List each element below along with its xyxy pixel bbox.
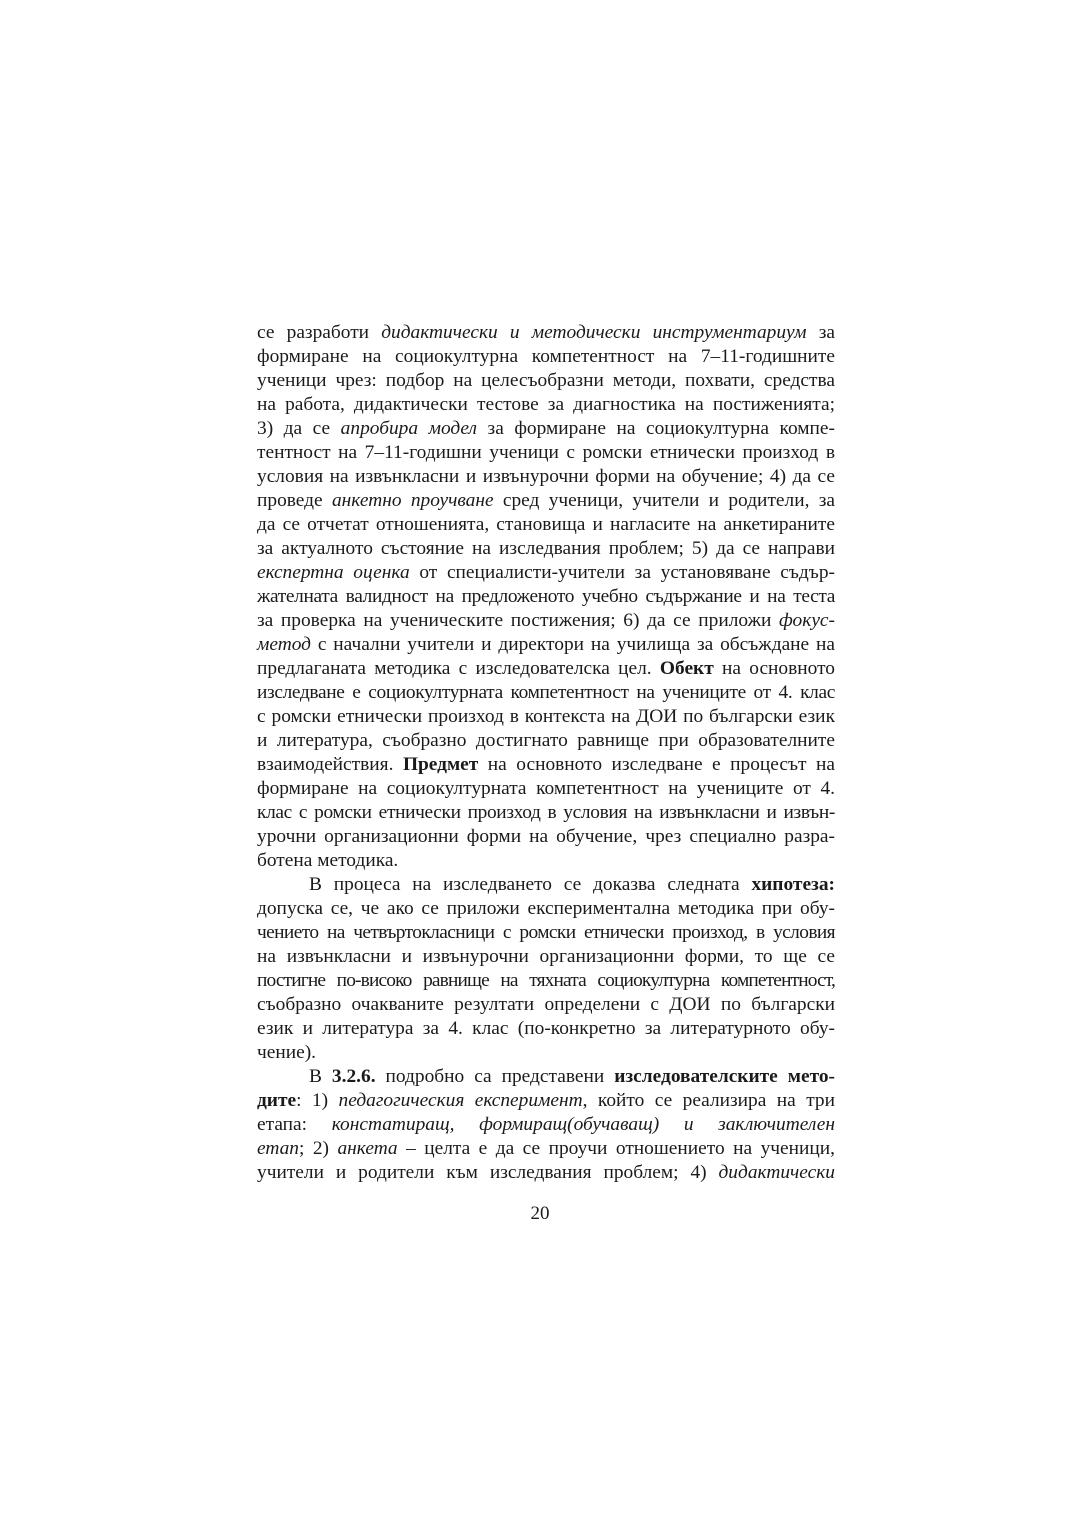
text-line <box>257 1041 835 1065</box>
text-line <box>257 801 835 825</box>
text-line <box>257 489 835 513</box>
text-run: на основното изследване е процесът на <box>478 754 835 775</box>
bold-term: Обект <box>659 658 714 679</box>
text-run: – целта е да се проучи отношението на ученици, <box>397 1138 835 1159</box>
text-run: с начални учители и директори на училища за обсъждане на <box>310 634 835 655</box>
text-run: за <box>806 322 835 343</box>
text-run: изследване е социокултурната компетентност на учениците от 4. клас <box>257 682 835 703</box>
text-line <box>257 681 835 705</box>
text-line <box>257 537 835 561</box>
text-run: съобразно очакваните резултати определени с ДОИ по български <box>257 994 835 1015</box>
italic-term: педагогическия експеримент <box>338 1090 583 1111</box>
text-line <box>257 633 835 657</box>
text-run: проведе <box>257 490 332 511</box>
bold-term: 3.2.6. <box>331 1066 376 1087</box>
italic-term: етап <box>257 1138 299 1159</box>
text-run: 3) да се <box>257 418 341 439</box>
text-run: урочни организационни форми на обучение, чрез специално разра- <box>257 826 835 847</box>
text-run: на извънкласни и извънурочни организационни форми, то ще се <box>257 946 835 967</box>
text-line <box>257 921 835 945</box>
text-line <box>257 897 835 921</box>
text-line <box>257 705 835 729</box>
text-run: ученици чрез: подбор на целесъобразни методи, похвати, средства <box>257 370 835 391</box>
text-line <box>257 993 835 1017</box>
bold-term: изследователските мето- <box>614 1066 835 1087</box>
text-run: учители и родители към изследвания проблем; 4) <box>257 1162 719 1183</box>
text-line <box>257 753 835 777</box>
text-line <box>257 1161 835 1185</box>
text-line <box>257 777 835 801</box>
text-line <box>257 849 835 873</box>
text-run: взаимодействия. <box>257 754 403 775</box>
text-run: В <box>309 1066 332 1087</box>
text-line <box>257 1065 835 1089</box>
bold-term: хипотеза: <box>751 874 835 895</box>
text-run: с ромски етнически произход в контекста на ДОИ по български език <box>257 706 835 727</box>
text-run: за актуалното състояние на изследвания проблем; 5) да се направи <box>257 538 835 559</box>
text-line <box>257 657 835 681</box>
italic-term: дидактически и методически инструментариум <box>381 322 807 343</box>
text-line <box>257 873 835 897</box>
text-line <box>257 417 835 441</box>
page-number: 20 <box>530 1203 550 1224</box>
text-run: за проверка на ученическите постижения; 6) да се приложи <box>257 610 780 631</box>
text-run: от специалисти-учители за установяване съдър- <box>409 562 835 583</box>
text-run: В процеса на изследването се доказва следната <box>309 874 752 895</box>
text-run: подробно са представени <box>375 1066 615 1087</box>
text-run: на основното <box>713 658 836 679</box>
text-line <box>257 345 835 369</box>
italic-term: метод <box>257 634 311 655</box>
body-text <box>257 321 835 1185</box>
text-run: за формиране на социокултурна компе- <box>477 418 835 439</box>
text-run: чението на четвъртокласници с ромски етнически произход, в условия <box>257 922 835 943</box>
text-line <box>257 585 835 609</box>
bold-term: Предмет <box>402 754 479 775</box>
bold-term: дите <box>257 1090 297 1111</box>
text-run: тентност на 7–11-годишни ученици с ромски етнически произход в <box>257 442 835 463</box>
text-run: ; 2) <box>298 1138 338 1159</box>
text-line <box>257 441 835 465</box>
text-run: и литература, съобразно достигнато равнище при образователните <box>257 730 835 751</box>
text-line <box>257 825 835 849</box>
text-run: сред ученици, учители и родители, за <box>493 490 835 511</box>
italic-term: анкета <box>337 1138 398 1159</box>
text-run: допуска се, че ако се приложи експериментална методика при обу- <box>257 898 835 919</box>
text-line <box>257 369 835 393</box>
italic-term: анкетно проучване <box>331 490 494 511</box>
text-line <box>257 561 835 585</box>
italic-term: констатиращ, формиращ(обучаващ) и заключителен <box>331 1114 835 1135</box>
text-line <box>257 969 835 993</box>
italic-term: фокус- <box>779 610 835 631</box>
text-line <box>257 1113 835 1137</box>
text-line <box>257 1017 835 1041</box>
text-line <box>257 609 835 633</box>
text-line <box>257 945 835 969</box>
text-run: ботена методика. <box>257 850 399 871</box>
text-run: да се отчетат отношенията, становища и нагласите на анкетираните <box>257 514 835 535</box>
text-run: условия на извънкласни и извънурочни форми на обучение; 4) да се <box>257 466 835 487</box>
text-run: постигне по-високо равнище на тяхната социокултурна компетентност, <box>257 970 835 991</box>
text-run: жателната валидност на предложеното учебно съдържание и на теста <box>257 586 835 607</box>
text-run: език и литература за 4. клас (по-конкретно за литературното обу- <box>257 1018 835 1039</box>
text-run: : 1) <box>296 1090 339 1111</box>
text-line <box>257 729 835 753</box>
text-line <box>257 321 835 345</box>
text-line <box>257 393 835 417</box>
text-line <box>257 1137 835 1161</box>
text-run: чение). <box>257 1042 317 1063</box>
text-run: , който се реализира на три <box>582 1090 835 1111</box>
text-line <box>257 1089 835 1113</box>
text-run: етапа: <box>257 1114 332 1135</box>
text-run: на работа, дидактически тестове за диагностика на постиженията; <box>257 394 835 415</box>
text-line <box>257 513 835 537</box>
text-line <box>257 465 835 489</box>
italic-term: апробира модел <box>340 418 478 439</box>
text-run: предлаганата методика с изследователска цел. <box>257 658 660 679</box>
text-run: формиране на социокултурната компетентност на учениците от 4. <box>257 778 835 799</box>
text-run: формиране на социокултурна компетентност на 7–11-годишните <box>257 346 835 367</box>
italic-term: дидактически <box>718 1162 835 1183</box>
italic-term: експертна оценка <box>257 562 410 583</box>
text-run: клас с ромски етнически произход в условия на извънкласни и извън- <box>257 802 835 823</box>
text-run: се разработи <box>257 322 382 343</box>
